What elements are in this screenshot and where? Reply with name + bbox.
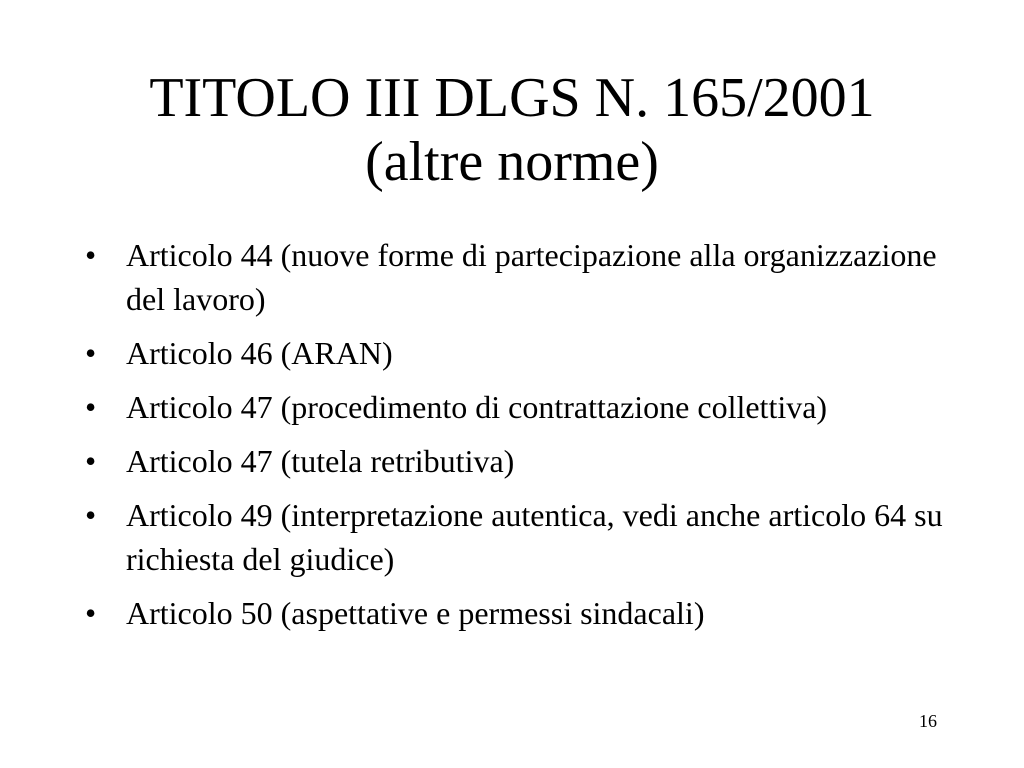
- slide-title-line-1: TITOLO III DLGS N. 165/2001: [149, 67, 875, 129]
- bullet-text-6: Articolo 50 (aspettative e permessi sindacali): [126, 595, 705, 631]
- bullet-text-3: Articolo 47 (procedimento di contrattazione collettiva): [126, 389, 828, 425]
- slide-title: [0, 66, 1024, 194]
- bullet-text-2: Articolo 46 (ARAN): [126, 335, 393, 371]
- bullet-text-1: Articolo 44 (nuove forme di partecipazione alla organizzazione del lavoro): [126, 237, 937, 317]
- bullet-dot-icon: •: [85, 595, 97, 631]
- slide-title-line-2: (altre norme): [365, 131, 659, 193]
- bullet-item-2: [85, 331, 945, 375]
- bullet-dot-icon: •: [85, 389, 97, 425]
- bullet-list: [85, 233, 945, 645]
- bullet-item-4: [85, 439, 945, 483]
- bullet-dot-icon: •: [85, 237, 97, 273]
- bullet-item-3: [85, 385, 945, 429]
- bullet-text-5: Articolo 49 (interpretazione autentica, vedi anche articolo 64 su richiesta del giudice): [126, 497, 943, 577]
- page-number: 16: [919, 711, 937, 731]
- bullet-dot-icon: •: [85, 497, 97, 533]
- bullet-dot-icon: •: [85, 335, 97, 371]
- bullet-dot-icon: •: [85, 443, 97, 479]
- bullet-text-4: Articolo 47 (tutela retributiva): [126, 443, 515, 479]
- bullet-item-1: [85, 233, 945, 321]
- bullet-item-6: [85, 591, 945, 635]
- bullet-item-5: [85, 493, 945, 581]
